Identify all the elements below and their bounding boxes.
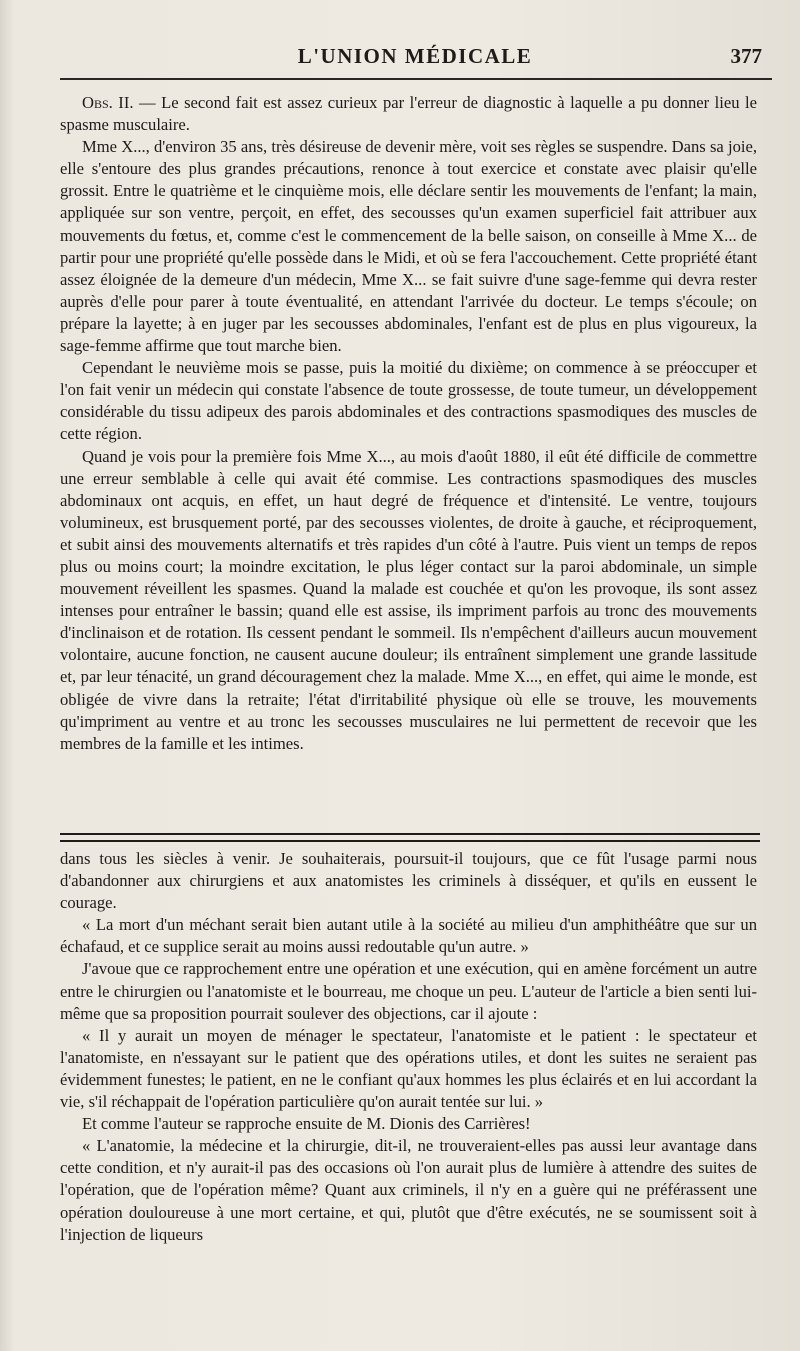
paragraph: Mme X..., d'environ 35 ans, très désireuse de devenir mère, voit ses règles se suspendre. Dans sa joie, elle s'entoure des plus grandes précautions, renonce à tout exercice et constate avec plaisir qu'elle grossit. Entre le quatrième et le cinquième mois, elle déclare sentir les mouvements de l'enfant; la main, appliquée sur son ventre, perçoit, en effet, des secousses qu'un examen superficiel fait attribuer aux mouvements du fœtus, et, comme c'est le commencement de la belle saison, on conseille à Mme X... de partir pour une propriété qu'elle possède dans le Midi, et où se fera l'accouchement. Cette propriété étant assez éloignée de la demeure d'un médecin, Mme X... se fait suivre d'une sage-femme qui devra rester auprès d'elle pour parer à toute éventualité, en attendant l'arrivée du docteur. Le temps s'écoule; on prépare la layette; à en juger par les secousses abdominales, l'enfant est de plus en plus vigoureux, la sage-femme affirme que tout marche bien. [60, 137, 757, 356]
paragraph: J'avoue que ce rapprochement entre une opération et une exécution, qui en amène forcément un autre entre le chirurgien ou l'anatomiste et le bourreau, me choque un peu. L'auteur de l'article a bien senti lui-même que sa proposition pourrait soulever des objections, car il ajoute : [60, 959, 757, 1023]
paragraph: « La mort d'un méchant serait bien autant utile à la société au milieu d'un amphithéâtre que sur un échafaud, et ce supplice serait au moins aussi redoutable qu'un autre. » [60, 915, 757, 957]
observation-section [60, 92, 757, 755]
paragraph [60, 92, 757, 136]
section-divider [60, 833, 760, 842]
header-rule [60, 78, 772, 80]
paragraph: Quand je vois pour la première fois Mme X..., au mois d'août 1880, il eût été difficile de commettre une erreur semblable à celle qui avait été commise. Les contractions spasmodiques des muscles abdominaux ont acquis, en effet, un haut degré de fréquence et d'intensité. Le ventre, toujours volumineux, est brusquement porté, par des secousses violentes, de droite à gauche, et réciproquement, et subit ainsi des mouvements alternatifs et très rapides d'un côté à l'autre. Puis vient un temps de repos plus ou moins court; la moindre excitation, le plus léger contact sur la paroi abdominale, un simple mouvement réveillent les spasmes. Quand la malade est couchée et qu'on les provoque, ils sont assez intenses pour entraîner le bassin; quand elle est assise, ils impriment parfois au tronc des mouvements d'inclinaison et de rotation. Ils cessent pendant le sommeil. Ils n'empêchent d'ailleurs aucun mouvement volontaire, aucune fonction, ne causent aucune douleur; ils entraînent simplement une grande lassitude et, par leur ténacité, un grand découragement chez la malade. Mme X..., en effet, qui aime le monde, est obligée de vivre dans la retraite; l'état d'irritabilité physique où elle se trouve, les mouvements qu'impriment au ventre et au tronc les secousses musculaires ne lui permettent de recevoir que les membres de la famille et les intimes. [60, 446, 757, 753]
page-number: 377 [730, 44, 762, 68]
running-header [60, 44, 770, 76]
paragraph: « Il y aurait un moyen de ménager le spectateur, l'anatomiste et le patient : le spectateur et l'anatomiste, en n'essayant sur le patient que des opérations utiles, et dont les suites ne seraient pas évidemment funestes; le patient, en ne le confiant qu'aux hommes les plus éclairés et en lui accordant la vie, s'il réchappait de l'opération particulière qu'on aurait tentée sur lui. » [60, 1025, 757, 1112]
paragraph: dans tous les siècles à venir. Je souhaiterais, poursuit-il toujours, que ce fût l'usage parmi nous d'abandonner aux chirurgiens et aux anatomistes les criminels à disséquer, et qu'ils en eussent le courage. [60, 849, 757, 913]
observation-label: Obs. II. [82, 93, 134, 112]
paragraph-text: — Le second fait est assez curieux par l'erreur de diagnostic à laquelle a pu donner lieu le spasme musculaire. [60, 93, 757, 135]
journal-title: L'UNION MÉDICALE [297, 44, 533, 68]
paragraph: « L'anatomie, la médecine et la chirurgie, dit-il, ne trouveraient-elles pas aussi leur avantage dans cette condition, et n'y aurait-il pas des occasions où l'on aurait plus de lumière à attendre des suites de l'opération, que de l'opération même? Quant aux criminels, il n'y en a guère qui ne préférassent une opération douloureuse à une mort certaine, et qui, plutôt que d'être exécutés, ne se soumissent soit à l'injection de liqueurs [60, 1136, 757, 1244]
feuilleton-section [60, 848, 757, 1246]
paragraph: Cependant le neuvième mois se passe, puis la moitié du dixième; on commence à se préoccuper et l'on fait venir un médecin qui constate l'absence de toute grossesse, de toute tumeur, un développement considérable du tissu adipeux des parois abdominales et des contractions spasmodiques des muscles de cette région. [60, 358, 757, 444]
paragraph: Et comme l'auteur se rapproche ensuite de M. Dionis des Carrières! [82, 1114, 531, 1134]
